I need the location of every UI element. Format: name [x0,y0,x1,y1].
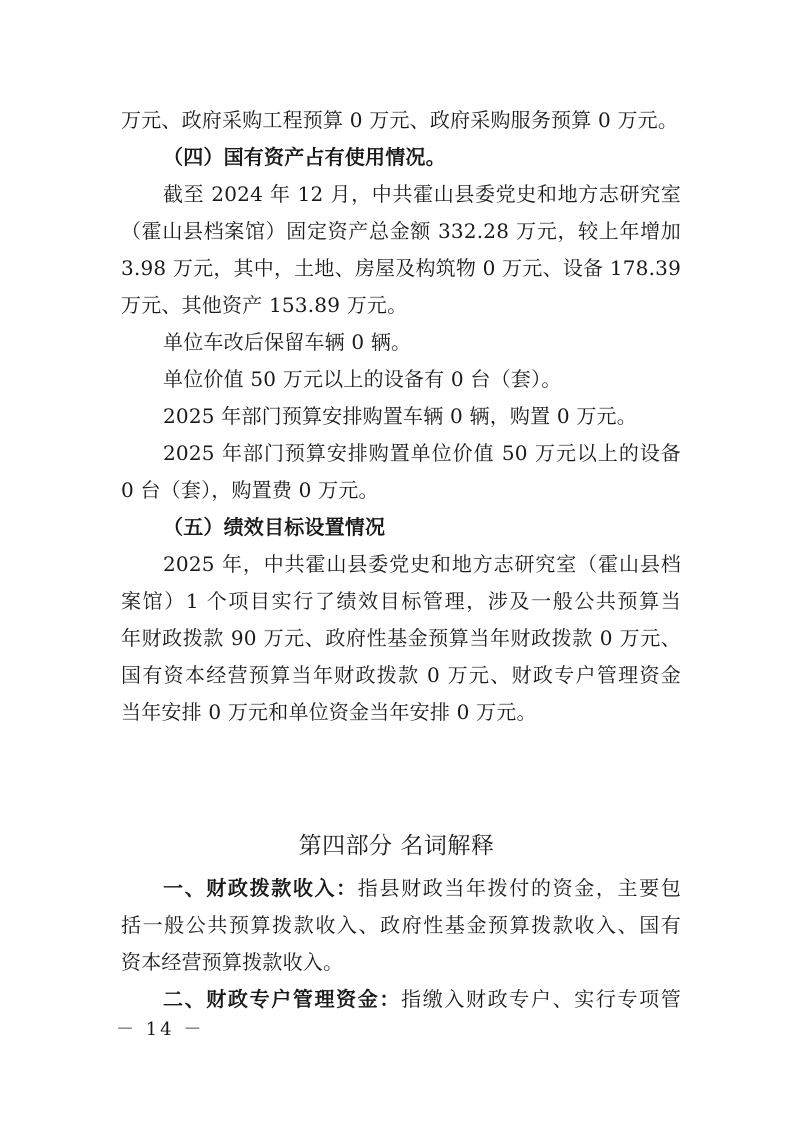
term-definition-line [163,981,681,1017]
term-text: 指县财政当年拨付的资金，主要包 [357,876,681,900]
paragraph-line: 3.98 万元，其中，土地、房屋及构筑物 0 万元、设备 178.39 [121,256,681,280]
section-heading-performance: （五）绩效目标设置情况 [163,515,386,539]
paragraph-line: 单位价值 50 万元以上的设备有 0 台（套）。 [163,367,562,391]
term-text: 指缴入财政专户、实行专项管 [401,987,681,1011]
paragraph-line: 案馆）1 个项目实行了绩效目标管理，涉及一般公共预算当 [121,589,681,613]
paragraph-line: 2025 年，中共霍山县委党史和地方志研究室（霍山县档 [163,552,681,576]
paragraph-line: 国有资本经营预算当年财政拨款 0 万元、财政专户管理资金 [121,663,681,687]
paragraph-line: 当年安排 0 万元和单位资金当年安排 0 万元。 [121,700,537,724]
paragraph-line: 2025 年部门预算安排购置车辆 0 辆，购置 0 万元。 [163,404,637,428]
paragraph-line: 括一般公共预算拨款收入、政府性基金预算拨款收入、国有 [121,913,681,937]
paragraph-line: 单位车改后保留车辆 0 辆。 [163,330,412,354]
paragraph-line: 年财政拨款 90 万元、政府性基金预算当年财政拨款 0 万元、 [121,626,681,650]
section-heading-assets: （四）国有资产占有使用情况。 [163,145,446,169]
paragraph-line: 资本经营预算拨款收入。 [121,950,344,974]
paragraph-line: 万元、其他资产 153.89 万元。 [121,293,408,317]
paragraph-line: 0 台（套），购置费 0 万元。 [121,478,379,502]
paragraph-line: 截至 2024 年 12 月，中共霍山县委党史和地方志研究室 [163,182,681,206]
term-label: 一、财政拨款收入： [163,876,358,900]
part-title: 第四部分 名词解释 [298,833,495,859]
paragraph-line: 2025 年部门预算安排购置单位价值 50 万元以上的设备 [163,441,681,465]
paragraph-line: 万元、政府采购工程预算 0 万元、政府采购服务预算 0 万元。 [121,108,679,132]
term-label: 二、财政专户管理资金： [163,987,402,1011]
paragraph-line: （霍山县档案馆）固定资产总金额 332.28 万元，较上年增加 [121,219,681,243]
page-number: － 14 － [116,1019,205,1040]
term-definition-line [163,870,681,906]
